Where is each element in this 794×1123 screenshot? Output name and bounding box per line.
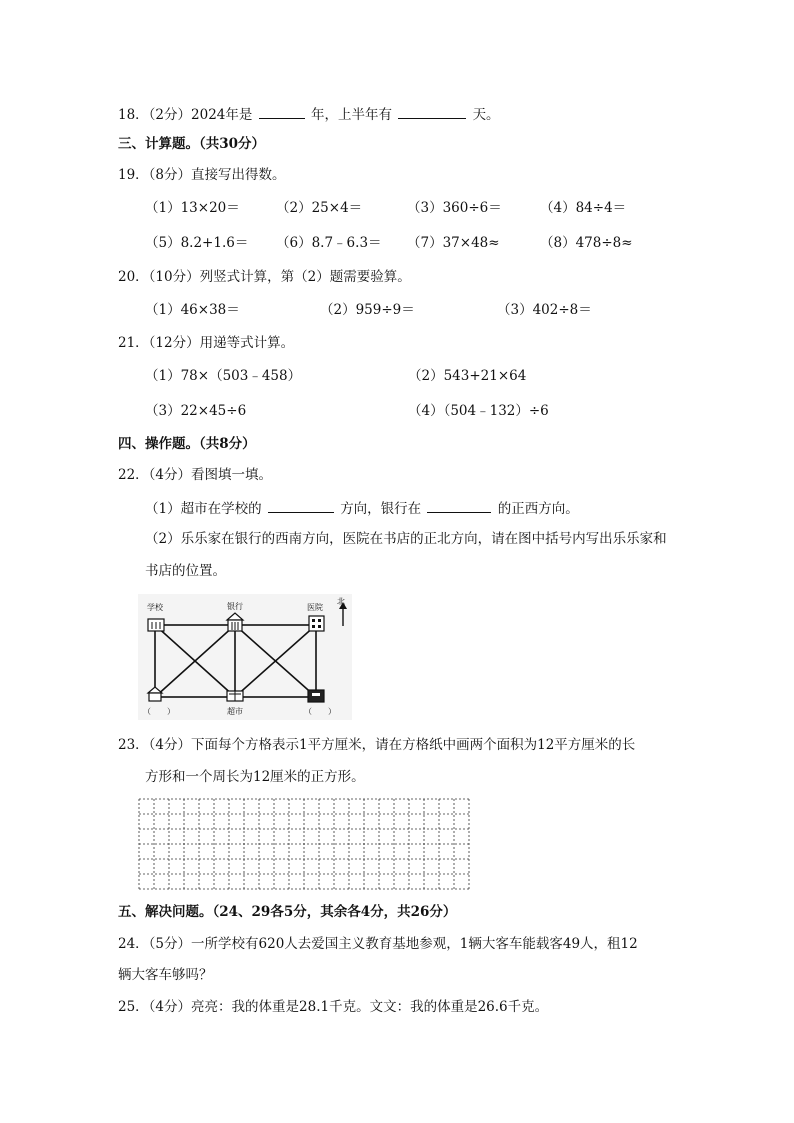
supermarket-building-icon bbox=[227, 691, 243, 701]
q19-item-7: （7）37×48≈ bbox=[407, 235, 500, 251]
q20-item-3: （3）402÷8＝ bbox=[497, 302, 592, 318]
q22-direction-blank[interactable] bbox=[268, 498, 334, 513]
question-23-line-2: 方形和一个周长为12厘米的正方形。 bbox=[145, 769, 365, 785]
map-label-bank: 银行 bbox=[227, 602, 243, 611]
q22-p1-c: 的正西方向。 bbox=[497, 501, 579, 517]
q22-p1-b: 方向，银行在 bbox=[340, 501, 422, 517]
q19-item-6: （6）8.7﹣6.3＝ bbox=[276, 235, 382, 251]
q22-part-2-line-1: （2）乐乐家在银行的西南方向，医院在书店的正北方向，请在图中括号内写出乐乐家和 bbox=[145, 531, 667, 547]
question-25-stem: 25．（4分）亮亮：我的体重是28.1千克。文文：我的体重是26.6千克。 bbox=[118, 999, 549, 1015]
q20-item-2: （2）959÷9＝ bbox=[320, 302, 415, 318]
section-5-title: 五、解决问题。（24、29各5分，其余各4分，共26分） bbox=[118, 904, 457, 920]
q19-item-1: （1）13×20＝ bbox=[145, 200, 240, 216]
map-label-supermarket: 超市 bbox=[227, 707, 243, 716]
q21-item-3: （3）22×45÷6 bbox=[145, 403, 247, 419]
q22-part-1 bbox=[145, 498, 579, 518]
question-22-stem: 22．（4分）看图填一填。 bbox=[118, 467, 273, 483]
question-24-line-2: 辆大客车够吗？ bbox=[118, 967, 213, 983]
question-18 bbox=[118, 104, 500, 124]
q22-p1-a: （1）超市在学校的 bbox=[145, 501, 262, 517]
q19-item-8: （8）478÷8≈ bbox=[540, 235, 633, 251]
direction-map bbox=[138, 594, 352, 720]
map-blank-home[interactable]: （ ） bbox=[143, 707, 175, 716]
q19-item-4: （4）84÷4＝ bbox=[540, 200, 627, 216]
map-label-north: 北 bbox=[337, 597, 345, 606]
q21-item-1: （1）78×（503﹣458） bbox=[145, 368, 302, 384]
map-label-school: 学校 bbox=[147, 603, 163, 612]
q19-item-2: （2）25×4＝ bbox=[276, 200, 363, 216]
q18-year-blank[interactable] bbox=[259, 104, 305, 119]
q19-item-3: （3）360÷6＝ bbox=[407, 200, 502, 216]
map-blank-bookstore[interactable]: （ ） bbox=[304, 707, 336, 716]
q18-suffix: 天。 bbox=[472, 107, 500, 123]
grid-paper[interactable] bbox=[138, 798, 472, 890]
q20-item-1: （1）46×38＝ bbox=[145, 302, 240, 318]
question-19-stem: 19．（8分）直接写出得数。 bbox=[118, 167, 286, 183]
question-21-stem: 21．（12分）用递等式计算。 bbox=[118, 335, 295, 351]
q22-part-2-line-2: 书店的位置。 bbox=[145, 563, 226, 579]
q21-item-2: （2）543+21×64 bbox=[408, 368, 527, 384]
question-20-stem: 20．（10分）列竖式计算，第（2）题需要验算。 bbox=[118, 269, 411, 285]
q18-days-blank[interactable] bbox=[398, 104, 466, 119]
section-4-title: 四、操作题。（共8分） bbox=[118, 436, 256, 452]
q18-mid: 年，上半年有 bbox=[310, 107, 392, 123]
question-23-line-1: 23．（4分）下面每个方格表示1平方厘米，请在方格纸中画两个面积为12平方厘米的长 bbox=[118, 737, 636, 753]
section-3-title: 三、计算题。（共30分） bbox=[118, 136, 266, 152]
q19-item-5: （5）8.2+1.6＝ bbox=[145, 235, 249, 251]
q21-item-4: （4）（504﹣132）÷6 bbox=[408, 403, 549, 419]
question-24-line-1: 24．（5分）一所学校有620人去爱国主义教育基地参观，1辆大客车能载客49人，租12 bbox=[118, 936, 638, 952]
q18-prefix: 18．（2分）2024年是 bbox=[118, 107, 253, 123]
map-label-hospital: 医院 bbox=[307, 603, 323, 612]
school-building-icon bbox=[148, 619, 164, 631]
hospital-building-icon bbox=[309, 616, 324, 631]
q22-place-blank[interactable] bbox=[427, 498, 491, 513]
bookstore-building-icon bbox=[308, 690, 324, 702]
